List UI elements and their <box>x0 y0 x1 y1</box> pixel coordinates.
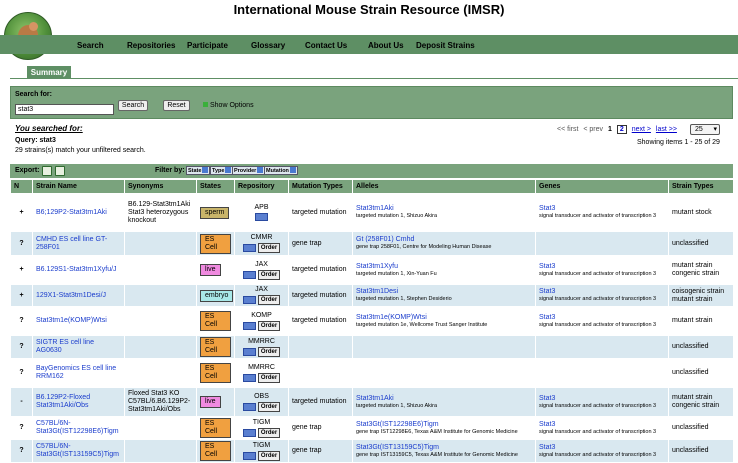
col-genes[interactable]: Genes <box>536 180 669 194</box>
repository-name[interactable]: TIGM <box>252 418 271 426</box>
show-options-toggle[interactable] <box>203 102 254 109</box>
table-row <box>11 307 734 336</box>
prev-page-link: < prev <box>583 126 604 133</box>
strain-type-cell: unclassified <box>669 336 734 359</box>
row-n[interactable]: + <box>11 285 33 307</box>
nav-deposit-strains[interactable]: Deposit Strains <box>416 41 475 50</box>
per-page-value: 25 <box>695 126 703 133</box>
allele-cell <box>353 194 536 232</box>
gene-cell <box>536 307 669 336</box>
strain-cell <box>33 359 125 388</box>
col-repository[interactable]: Repository <box>235 180 289 194</box>
strain-type-cell: unclassified <box>669 359 734 388</box>
mail-icon[interactable] <box>255 213 268 221</box>
strain-type-cell: coisogenic strain mutant strain <box>669 285 734 307</box>
repository-name[interactable]: JAX <box>255 286 268 293</box>
match-count: 29 strains(s) match your unfiltered search. <box>15 147 146 154</box>
table-row <box>11 232 734 256</box>
gene-description: signal transducer and activator of transcription 3 <box>539 428 657 435</box>
strain-name-link[interactable]: B6;129P2-Stat3tm1Aki <box>36 208 107 216</box>
allele-description: targeted mutation 1, Stephen Desiderio <box>356 296 452 302</box>
order-button[interactable]: Order <box>258 428 280 438</box>
filter-provider[interactable] <box>232 166 265 175</box>
allele-cell <box>353 417 536 440</box>
tab-summary[interactable]: Summary <box>27 66 71 79</box>
mail-icon[interactable] <box>243 348 256 356</box>
strain-type-cell: mutant strain congenic strain <box>669 388 734 417</box>
repository-cell <box>235 417 289 440</box>
repository-cell <box>235 285 289 307</box>
allele-cell <box>353 359 536 388</box>
query-summary: Query: stat3 <box>15 137 56 144</box>
strain-type-cell: mutant strain congenic strain <box>669 256 734 285</box>
allele-link[interactable]: Gt (258F01) Cmhd <box>356 236 415 243</box>
strain-name-link[interactable]: SIGTR ES cell line AG0630 <box>36 339 94 354</box>
logo-mouse-ear <box>29 22 38 31</box>
row-n[interactable]: - <box>11 388 33 417</box>
filter-provider-label: Provider <box>234 168 257 174</box>
gene-cell <box>536 285 669 307</box>
state-badge: ES Cell <box>200 311 231 331</box>
allele-cell <box>353 285 536 307</box>
row-n[interactable]: + <box>11 194 33 232</box>
gene-cell <box>536 336 669 359</box>
mail-icon[interactable] <box>243 322 256 330</box>
showing-items: Showing items 1 - 25 of 29 <box>637 139 720 146</box>
allele-description: targeted mutation 1, Shizuo Akira <box>356 402 438 409</box>
filter-mutation-label: Mutation <box>266 168 289 174</box>
last-page-link[interactable]: last >> <box>655 126 677 133</box>
gene-description: signal transducer and activator of transcription 3 <box>539 321 657 328</box>
search-button[interactable]: Search <box>118 100 148 111</box>
next-page-link[interactable]: next > <box>631 126 651 133</box>
search-input[interactable] <box>15 104 114 115</box>
mail-icon[interactable] <box>243 452 256 460</box>
col-states[interactable]: States <box>197 180 235 194</box>
tab-divider <box>10 78 738 79</box>
col-strain-name[interactable]: Strain Name <box>33 180 125 194</box>
mutation-type-cell <box>289 336 353 359</box>
show-options-label: Show Options <box>210 102 254 109</box>
order-button[interactable]: Order <box>258 451 280 461</box>
allele-cell <box>353 232 536 256</box>
strain-type-cell: unclassified <box>669 417 734 440</box>
mutation-type-cell: gene trap <box>289 232 353 256</box>
order-button[interactable]: Order <box>258 243 280 253</box>
strain-name-link[interactable]: BayGenomics ES cell line RRM162 <box>36 365 117 380</box>
state-badge: live <box>200 264 221 276</box>
page-title: International Mouse Strain Resource (IMSR) <box>233 2 505 17</box>
repository-name[interactable]: JAX <box>255 260 268 268</box>
results-table <box>10 179 734 463</box>
page-1: 1 <box>607 126 612 133</box>
filter-icon <box>257 167 263 173</box>
row-n[interactable]: ? <box>11 440 33 463</box>
state-cell <box>197 194 235 232</box>
table-row <box>11 359 734 388</box>
filter-type[interactable] <box>210 166 233 175</box>
strain-name-link[interactable]: C57BL/6N-Stat3Gt(IST13159C5)Tigm <box>36 443 119 458</box>
first-page-link: << first <box>557 126 579 133</box>
strain-type-cell: unclassified <box>669 232 734 256</box>
allele-description: targeted mutation 1, Xin-Yuan Fu <box>356 270 437 277</box>
nav-search[interactable]: Search <box>77 41 104 50</box>
synonyms-cell <box>125 359 197 388</box>
strain-cell <box>33 388 125 417</box>
repository-cell <box>235 307 289 336</box>
mutation-type-cell: gene trap <box>289 417 353 440</box>
table-row <box>11 417 734 440</box>
pagination <box>557 126 680 133</box>
mutation-type-cell <box>289 359 353 388</box>
state-badge: sperm <box>200 207 229 219</box>
strain-cell <box>33 256 125 285</box>
repository-name[interactable]: MMRRC <box>248 363 275 371</box>
mail-icon[interactable] <box>243 296 256 304</box>
gene-description: signal transducer and activator of transcription 3 <box>539 213 657 219</box>
export-filter-bar <box>10 164 733 178</box>
nav-glossary[interactable]: Glossary <box>251 41 286 50</box>
strain-cell <box>33 440 125 463</box>
state-badge: ES Cell <box>200 337 231 357</box>
state-cell <box>197 440 235 463</box>
repository-name[interactable]: OBS <box>254 392 269 400</box>
mutation-type-cell: targeted mutation <box>289 388 353 417</box>
gene-link[interactable]: Stat3 <box>539 288 556 295</box>
gene-cell <box>536 417 669 440</box>
filter-icon <box>225 167 231 173</box>
col-alleles[interactable]: Alleles <box>353 180 536 194</box>
state-cell <box>197 417 235 440</box>
mail-icon[interactable] <box>243 271 256 279</box>
strain-cell <box>33 307 125 336</box>
synonyms-cell: B6.129-Stat3tm1Aki Stat3 heterozygous knockout <box>125 194 197 232</box>
allele-cell <box>353 256 536 285</box>
nav-participate[interactable]: Participate <box>187 41 228 50</box>
gene-link[interactable]: Stat3 <box>539 394 556 402</box>
gene-link[interactable]: Stat3 <box>539 205 556 212</box>
page-2-link[interactable]: 2 <box>617 125 627 134</box>
allele-description: gene trap IST12298E6, Texas A&M Institute for Genomic Medicine <box>356 428 518 435</box>
strain-name-link[interactable]: Stat3tm1e(KOMP)Wtsi <box>36 317 107 324</box>
strain-name-link[interactable]: 129X1-Stat3tm1Desi/J <box>36 291 107 299</box>
per-page-select[interactable] <box>690 124 720 135</box>
gene-link[interactable]: Stat3 <box>539 313 556 321</box>
order-button[interactable]: Order <box>258 295 280 305</box>
row-n[interactable]: ? <box>11 336 33 359</box>
repository-cell <box>235 336 289 359</box>
gene-link[interactable]: Stat3 <box>539 262 556 270</box>
synonyms-cell <box>125 285 197 307</box>
state-cell <box>197 336 235 359</box>
allele-link[interactable]: Stat3tm1Aki <box>356 394 394 402</box>
row-n[interactable]: ? <box>11 359 33 388</box>
repository-cell <box>235 359 289 388</box>
col-n[interactable]: N <box>11 180 33 194</box>
mutation-type-cell: gene trap <box>289 440 353 463</box>
allele-link[interactable]: Stat3tm1e(KOMP)Wtsi <box>356 313 427 321</box>
table-row <box>11 194 734 232</box>
gene-cell <box>536 256 669 285</box>
search-panel <box>10 86 733 119</box>
nav-repositories[interactable]: Repositories <box>127 41 176 50</box>
col-mutation-types[interactable]: Mutation Types <box>289 180 353 194</box>
gene-cell <box>536 388 669 417</box>
repository-cell <box>235 256 289 285</box>
row-n[interactable]: ? <box>11 417 33 440</box>
strain-cell <box>33 336 125 359</box>
filter-icon <box>202 167 208 173</box>
allele-description: targeted mutation 1e, Wellcome Trust Sanger Institute <box>356 321 488 328</box>
filter-icon <box>290 167 296 173</box>
allele-cell <box>353 440 536 463</box>
gene-cell <box>536 194 669 232</box>
table-row <box>11 388 734 417</box>
filter-state[interactable] <box>186 166 210 175</box>
strain-type-cell: unclassified <box>669 440 734 463</box>
strain-type-cell: mutant strain <box>669 307 734 336</box>
gene-link[interactable]: Stat3 <box>539 420 556 428</box>
repository-cell <box>235 388 289 417</box>
allele-description: gene trap IST13159C5, Texas A&M Institute for Genomic Medicine <box>356 451 518 458</box>
export-label: Export: <box>15 167 40 174</box>
repository-name[interactable]: APB <box>254 203 269 211</box>
filter-label: Filter by: <box>155 167 185 174</box>
allele-cell <box>353 307 536 336</box>
gene-cell <box>536 232 669 256</box>
state-cell <box>197 359 235 388</box>
allele-cell <box>353 336 536 359</box>
main-navbar <box>0 35 738 54</box>
order-button[interactable]: Order <box>258 321 280 331</box>
repository-name[interactable]: MMRRC <box>248 337 275 345</box>
state-cell <box>197 256 235 285</box>
state-cell <box>197 388 235 417</box>
table-row <box>11 285 734 307</box>
expand-icon <box>203 102 208 107</box>
nav-about-us[interactable]: About Us <box>368 41 404 50</box>
mutation-type-cell: targeted mutation <box>289 194 353 232</box>
gene-link[interactable]: Stat3 <box>539 443 556 451</box>
table-row <box>11 336 734 359</box>
repository-name[interactable]: TIGM <box>252 441 271 449</box>
allele-link[interactable]: Stat3Gt(IST13159C5)Tigm <box>356 443 439 451</box>
table-row <box>11 440 734 463</box>
order-button[interactable]: Order <box>258 402 280 412</box>
col-synonyms: Synonyms <box>125 180 197 194</box>
gene-description: signal transducer and activator of transcription 3 <box>539 270 657 277</box>
export-text-icon[interactable] <box>55 166 65 176</box>
table-header <box>11 180 734 194</box>
allele-link[interactable]: Stat3tm1Xyfu <box>356 262 399 270</box>
search-label: Search for: <box>15 91 52 98</box>
strain-cell <box>33 232 125 256</box>
allele-link[interactable]: Stat3tm1Aki <box>356 205 394 212</box>
state-badge: live <box>200 396 221 408</box>
state-badge: ES Cell <box>200 363 231 383</box>
gene-cell <box>536 440 669 463</box>
allele-link[interactable]: Stat3Gt(IST12298E6)Tigm <box>356 420 439 428</box>
allele-cell <box>353 388 536 417</box>
strain-name-link[interactable]: B6.129P2-Floxed Stat3tm1Aki/Obs <box>36 394 91 409</box>
strain-name-link[interactable]: CMHD ES cell line GT-258F01 <box>36 235 108 251</box>
filter-state-label: State <box>188 168 202 174</box>
reset-button[interactable]: Reset <box>163 100 190 111</box>
state-cell <box>197 232 235 256</box>
synonyms-cell <box>125 256 197 285</box>
synonyms-cell <box>125 440 197 463</box>
repository-name[interactable]: KOMP <box>251 311 272 319</box>
state-badge: ES Cell <box>200 418 231 438</box>
state-cell <box>197 307 235 336</box>
synonyms-cell <box>125 336 197 359</box>
you-searched-heading: You searched for: <box>15 124 83 133</box>
filter-mutation[interactable] <box>264 166 298 175</box>
order-button[interactable]: Order <box>258 347 280 357</box>
strain-cell <box>33 285 125 307</box>
mail-icon[interactable] <box>243 374 256 382</box>
mutation-type-cell: targeted mutation <box>289 307 353 336</box>
repository-cell <box>235 440 289 463</box>
order-button[interactable]: Order <box>258 373 280 383</box>
allele-description: gene trap 258F01, Centre for Modeling Human Disease <box>356 244 492 250</box>
state-cell <box>197 285 235 307</box>
state-badge: embryo <box>200 290 233 302</box>
state-badge: ES Cell <box>200 234 231 254</box>
synonyms-cell <box>125 232 197 256</box>
table-row <box>11 256 734 285</box>
mutation-type-cell: targeted mutation <box>289 285 353 307</box>
allele-description: targeted mutation 1, Shizuo Akira <box>356 213 438 219</box>
export-excel-icon[interactable] <box>42 166 52 176</box>
mail-icon[interactable] <box>243 244 256 252</box>
synonyms-cell <box>125 417 197 440</box>
strain-cell <box>33 194 125 232</box>
allele-link[interactable]: Stat3tm1Desi <box>356 288 399 295</box>
mutation-type-cell: targeted mutation <box>289 256 353 285</box>
col-strain-types[interactable]: Strain Types <box>669 180 734 194</box>
filter-type-label: Type <box>212 168 225 174</box>
synonyms-cell: Floxed Stat3 KO C57BL/6.B6.129P2-Stat3tm1Aki/Obs <box>125 388 197 417</box>
repository-cell <box>235 194 289 232</box>
gene-description: signal transducer and activator of transcription 3 <box>539 402 657 409</box>
strain-name-link[interactable]: C57BL/6N-Stat3Gt(IST12298E6)Tigm <box>36 420 119 435</box>
mail-icon[interactable] <box>243 429 256 437</box>
state-badge: ES Cell <box>200 441 231 461</box>
gene-description: signal transducer and activator of transcription 3 <box>539 451 657 458</box>
gene-description: signal transducer and activator of transcription 3 <box>539 296 657 302</box>
nav-contact-us[interactable]: Contact Us <box>305 41 348 50</box>
gene-cell <box>536 359 669 388</box>
row-n[interactable]: + <box>11 256 33 285</box>
strain-type-cell: mutant stock <box>669 194 734 232</box>
chevron-down-icon: ▾ <box>713 126 717 133</box>
repository-cell <box>235 232 289 256</box>
strain-cell <box>33 417 125 440</box>
row-n[interactable]: ? <box>11 307 33 336</box>
mail-icon[interactable] <box>243 403 256 411</box>
strain-name-link[interactable]: B6.129S1-Stat3tm1Xyfu/J <box>36 266 117 273</box>
synonyms-cell <box>125 307 197 336</box>
order-button[interactable]: Order <box>258 270 280 280</box>
row-n[interactable]: ? <box>11 232 33 256</box>
repository-name[interactable]: CMMR <box>250 234 273 241</box>
